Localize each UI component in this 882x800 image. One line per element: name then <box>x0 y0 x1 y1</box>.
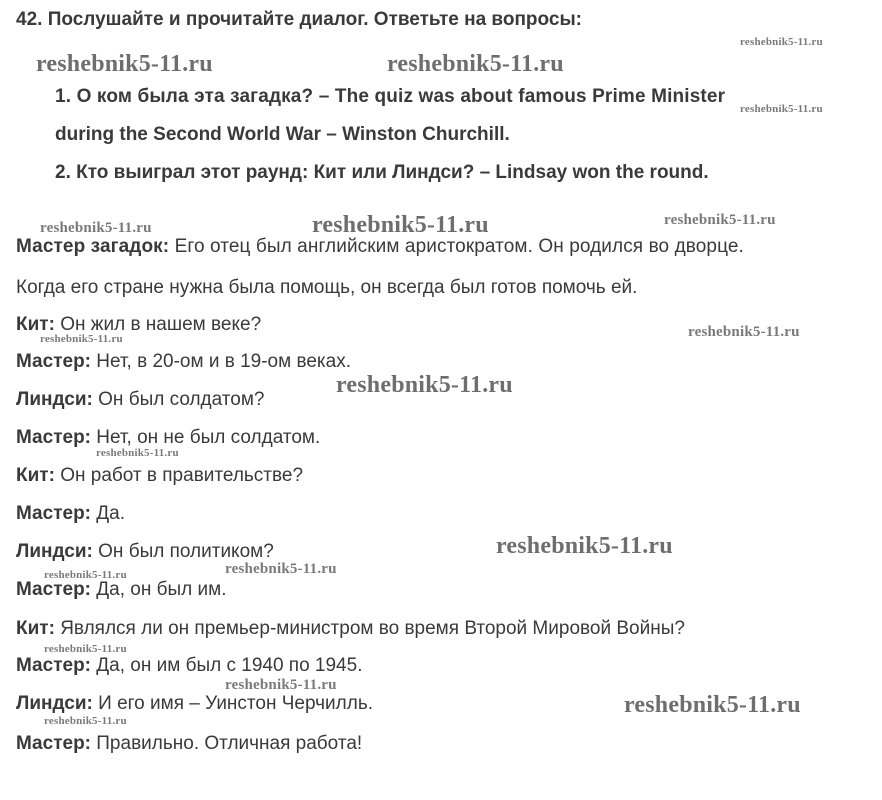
watermark: reshebnik5-11.ru <box>688 324 800 340</box>
speaker: Мастер загадок: <box>16 236 170 257</box>
replica: И его имя – Уинстон Черчилль. <box>92 693 373 714</box>
replica: Да, он был им. <box>91 579 227 600</box>
speaker: Линдси: <box>16 693 93 714</box>
watermark: reshebnik5-11.ru <box>225 677 337 693</box>
speaker: Мастер: <box>16 351 91 372</box>
watermark: reshebnik5-11.ru <box>387 51 564 77</box>
watermark: reshebnik5-11.ru <box>36 51 213 77</box>
dialogue-line <box>16 502 125 526</box>
watermark: reshebnik5-11.ru <box>96 447 179 459</box>
dialogue-line <box>16 388 264 412</box>
dialogue-line <box>16 617 685 641</box>
dialogue-line <box>16 654 362 678</box>
replica: Да. <box>91 503 125 524</box>
watermark: reshebnik5-11.ru <box>336 372 513 398</box>
dialogue-line <box>16 692 373 716</box>
watermark: reshebnik5-11.ru <box>624 692 801 718</box>
speaker: Мастер: <box>16 503 91 524</box>
speaker: Мастер: <box>16 655 91 676</box>
watermark: reshebnik5-11.ru <box>225 561 337 577</box>
replica: Он был солдатом? <box>92 389 265 410</box>
watermark: reshebnik5-11.ru <box>44 715 127 727</box>
watermark: reshebnik5-11.ru <box>40 333 123 345</box>
replica: Он жил в нашем веке? <box>54 314 262 335</box>
dialogue-line <box>16 276 637 300</box>
watermark: reshebnik5-11.ru <box>312 212 489 238</box>
answer-1-line-1: 1. О ком была эта загадка? – The quiz was about famous Prime Minister <box>55 86 726 107</box>
replica: Нет, он не был солдатом. <box>91 427 321 448</box>
answer-2: 2. Кто выиграл этот раунд: Кит или Линдси? – Lindsay won the round. <box>55 162 709 183</box>
watermark: reshebnik5-11.ru <box>740 36 823 48</box>
dialogue-line <box>16 464 303 488</box>
speaker: Кит: <box>16 618 55 639</box>
watermark: reshebnik5-11.ru <box>44 643 127 655</box>
task-heading <box>16 8 582 32</box>
replica: Когда его стране нужна была помощь, он всегда был готов помочь ей. <box>16 277 638 298</box>
replica: Он работ в правительстве? <box>54 465 304 486</box>
watermark: reshebnik5-11.ru <box>40 220 152 236</box>
speaker: Мастер: <box>16 427 91 448</box>
answer-1-line-2: during the Second World War – Winston Churchill. <box>55 124 510 145</box>
dialogue-line <box>16 732 362 756</box>
speaker: Линдси: <box>16 389 93 410</box>
replica: Правильно. Отличная работа! <box>91 733 363 754</box>
watermark: reshebnik5-11.ru <box>664 212 776 228</box>
dialogue-line <box>16 578 226 602</box>
speaker: Линдси: <box>16 541 93 562</box>
speaker: Кит: <box>16 314 55 335</box>
replica: Нет, в 20-ом и в 19-ом веках. <box>91 351 351 372</box>
watermark: reshebnik5-11.ru <box>740 103 823 115</box>
watermark: reshebnik5-11.ru <box>44 569 127 581</box>
speaker: Кит: <box>16 465 55 486</box>
dialogue-line <box>16 350 351 374</box>
replica: Он был политиком? <box>92 541 274 562</box>
task-number: 42. <box>16 9 43 30</box>
task-instruction: Послушайте и прочитайте диалог. Ответьте на вопросы: <box>47 9 583 30</box>
replica: Его отец был английским аристократом. Он родился во дворце. <box>169 236 744 257</box>
replica: Являлся ли он премьер-министром во время Второй Мировой Войны? <box>54 618 685 639</box>
speaker: Мастер: <box>16 579 91 600</box>
speaker: Мастер: <box>16 733 91 754</box>
watermark: reshebnik5-11.ru <box>496 533 673 559</box>
replica: Да, он им был с 1940 по 1945. <box>91 655 363 676</box>
